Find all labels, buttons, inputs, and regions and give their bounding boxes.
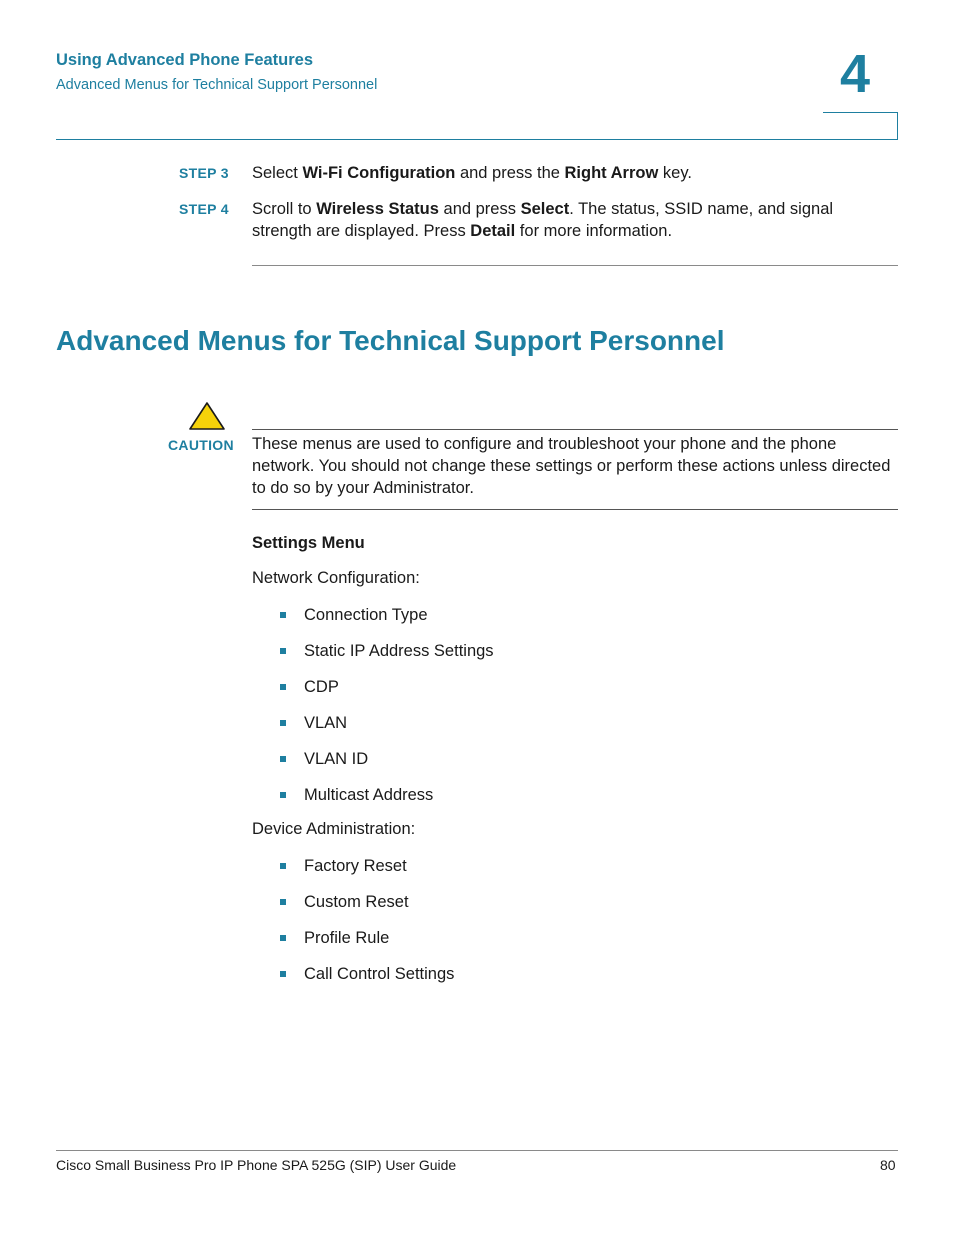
step-ui-term: Detail (470, 222, 516, 240)
step-text-run: Scroll to (252, 200, 317, 218)
warning-triangle-icon (188, 401, 226, 431)
list-item-text: Connection Type (304, 606, 428, 624)
list-item (280, 676, 494, 712)
bullet-square-icon (280, 684, 286, 690)
bullet-square-icon (280, 756, 286, 762)
step-text-run: for more information. (515, 222, 673, 240)
footer-guide-title: Cisco Small Business Pro IP Phone SPA 525G (SIP) User Guide (56, 1157, 457, 1173)
device-admin-list (280, 855, 454, 999)
settings-menu-heading: Settings Menu (252, 534, 365, 552)
caution-label: CAUTION (168, 437, 234, 453)
chapter-number: 4 (840, 44, 871, 104)
network-config-label: Network Configuration: (252, 569, 420, 587)
network-config-list (280, 604, 494, 820)
section-title: Advanced Menus for Technical Support Personnel (56, 325, 725, 356)
step-label-3: STEP 3 (179, 165, 229, 181)
bullet-square-icon (280, 720, 286, 726)
list-item (280, 963, 454, 999)
step-text-run: and press the (455, 164, 565, 182)
list-item (280, 891, 454, 927)
steps-divider (252, 265, 898, 266)
caution-bottom-rule (252, 509, 898, 510)
step-text-run: key. (658, 164, 692, 182)
caution-top-rule (252, 429, 898, 430)
list-item (280, 784, 494, 820)
list-item-text: Static IP Address Settings (304, 642, 494, 660)
list-item-text: Multicast Address (304, 786, 434, 804)
page-number: 80 (880, 1157, 896, 1173)
step-text-4 (252, 198, 892, 242)
bullet-square-icon (280, 971, 286, 977)
bullet-square-icon (280, 863, 286, 869)
step-ui-term: Wi-Fi Configuration (302, 164, 456, 182)
step-text-run: . The status, SSID name, and signal strength are displayed. Press (252, 200, 834, 240)
list-item-text: Profile Rule (304, 929, 390, 947)
step-text-run: and press (438, 200, 521, 218)
list-item-text: VLAN ID (304, 750, 369, 768)
list-item-text: Custom Reset (304, 893, 409, 911)
list-item-text: CDP (304, 678, 339, 696)
section-subtitle: Advanced Menus for Technical Support Personnel (56, 77, 378, 93)
step-text-3 (252, 162, 892, 184)
list-item-text: VLAN (304, 714, 348, 732)
list-item-text: Factory Reset (304, 857, 407, 875)
list-item (280, 748, 494, 784)
caution-text: These menus are used to configure and troubleshoot your phone and the phone network. You should not change these settings or perform these actions unless directed to do so by your Administrator. (252, 435, 891, 497)
step-label-4: STEP 4 (179, 201, 229, 217)
step-text-run: Select (252, 164, 303, 182)
list-item (280, 927, 454, 963)
footer-divider (56, 1150, 898, 1151)
list-item (280, 604, 494, 640)
device-admin-label: Device Administration: (252, 820, 416, 838)
bullet-square-icon (280, 935, 286, 941)
step-ui-term: Wireless Status (316, 200, 439, 218)
list-item (280, 640, 494, 676)
list-item (280, 855, 454, 891)
chapter-tab-box (823, 112, 898, 139)
step-ui-term: Select (520, 200, 570, 218)
bullet-square-icon (280, 612, 286, 618)
bullet-square-icon (280, 792, 286, 798)
chapter-title: Using Advanced Phone Features (56, 51, 314, 69)
list-item-text: Call Control Settings (304, 965, 455, 983)
header-divider (56, 139, 898, 140)
list-item (280, 712, 494, 748)
bullet-square-icon (280, 899, 286, 905)
bullet-square-icon (280, 648, 286, 654)
step-ui-term: Right Arrow (564, 164, 659, 182)
